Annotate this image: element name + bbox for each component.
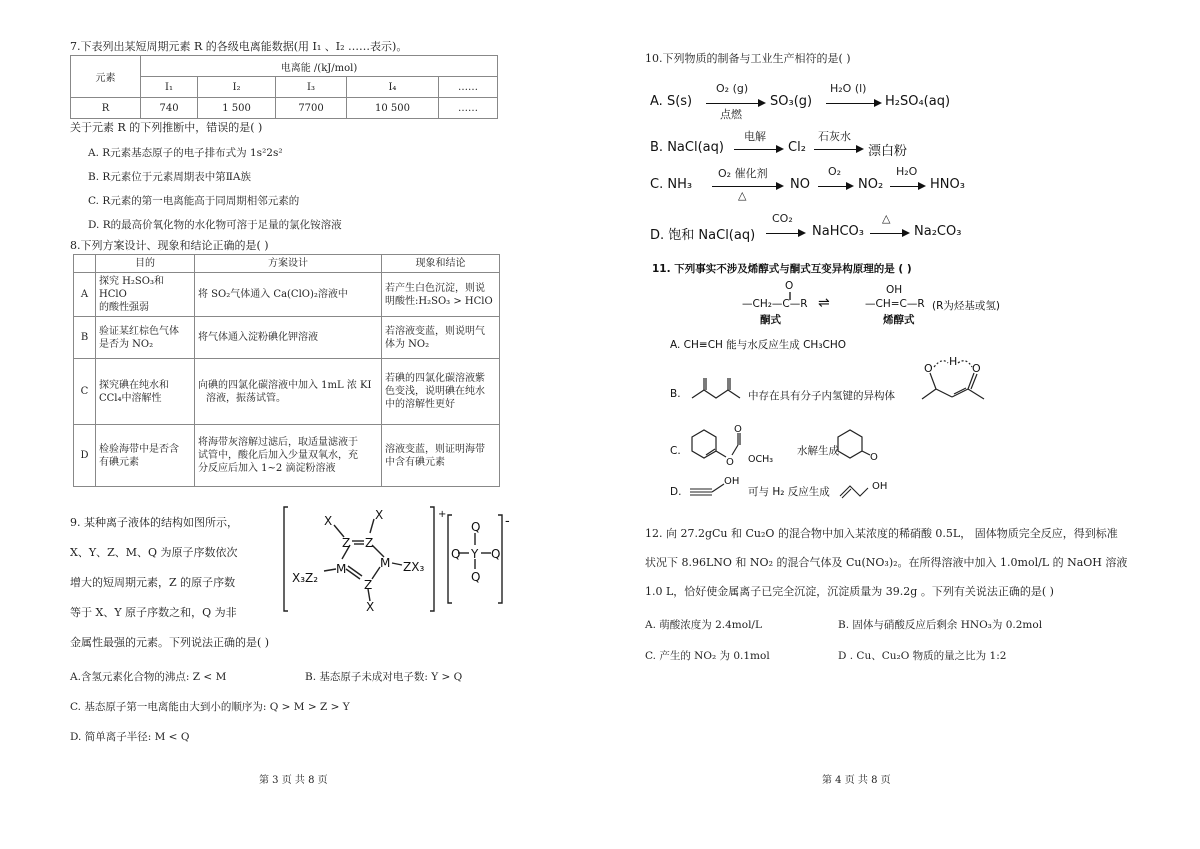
q8-result-line: 明酸性:H₂SO₃ > HClO (385, 295, 493, 307)
q10-b-cond-top: 电解 (744, 130, 766, 143)
q11-option-d-text: 可与 H₂ 反应生成 (748, 486, 830, 498)
q8-goal-line: 验证某红棕色气体 (99, 325, 179, 337)
q9-line-4: 等于 X、Y 原子序数之和，Q 为非 (70, 606, 237, 619)
cyclohexanone-o-label: O (870, 452, 878, 463)
q12-option-d: D . Cu、Cu₂O 物质的量之比为 1:2 (838, 650, 1007, 662)
q7-value: 7700 (276, 98, 347, 119)
q7-option-a: A. R元素基态原子的电子排布式为 1s²2s² (88, 147, 283, 159)
q9-option-a: A.含氢元素化合物的沸点: Z < M (70, 671, 227, 683)
keto-formula: —CH₂—C—R (742, 298, 808, 310)
q10-c-label: C. (650, 177, 664, 192)
propargyl-oh-label: OH (724, 476, 740, 487)
q7-sub-header: …… (438, 77, 497, 98)
q8-row-label: C (74, 359, 96, 425)
q7-value: 1 500 (198, 98, 276, 119)
struct-z-label: Z (364, 578, 373, 592)
q8-result-line: 中的溶解性更好 (385, 399, 455, 410)
q8-row-c (74, 359, 500, 425)
q12-option-a: A. 萌酸浓度为 2.4mol/L (645, 619, 762, 631)
q7-sub-header: I₃ (276, 77, 347, 98)
q7-col-element: 元素 (71, 56, 141, 98)
ester-o-label: O (726, 457, 734, 468)
q7-col-energy: 电离能 /(kJ/mol) (141, 56, 498, 77)
acetylacetone-structure (690, 372, 750, 406)
q7-value: …… (438, 98, 497, 119)
q8-header-design: 方案设计 (195, 255, 382, 273)
q12-option-c: C. 产生的 NO₂ 为 0.1mol (645, 650, 770, 662)
q10-c-species-2: NO (790, 177, 810, 192)
q10-d-cond-top: △ (882, 212, 891, 225)
q11-stem: 11. 下列事实不涉及烯醇式与酮式互变异构原理的是 ( ) (652, 263, 912, 275)
q10-d-cond-top: CO₂ (772, 212, 793, 225)
q10-b-species-2: Cl₂ (788, 140, 806, 155)
keto-double-bond: ‖ (788, 291, 792, 300)
q8-row-label: A (74, 273, 96, 317)
q8-header-result: 现象和结论 (382, 255, 500, 273)
q11-option-b-label: B. (670, 388, 681, 400)
q10-b-arrow-1 (734, 130, 784, 158)
q8-goal-line: 探究碘在纯水和 (99, 379, 169, 391)
q8-result-line: 若产生白色沉淀，则说 (385, 282, 485, 294)
q8-design-line: 将气体通入淀粉碘化钾溶液 (198, 332, 318, 343)
q7-question: 关于元素 R 的下列推断中，错误的是( ) (70, 121, 263, 134)
enol-note: (R为烃基或氢) (932, 300, 1000, 312)
enol-hbond-structure (916, 355, 996, 410)
q7-value: 740 (141, 98, 198, 119)
q8-goal-line: 的酸性强弱 (99, 302, 149, 313)
q8-header-goal: 目的 (96, 255, 195, 273)
q9-line-3: 增大的短周期元素，Z 的原子序数 (70, 576, 236, 589)
q9-option-c: C. 基态原子第一电离能由大到小的顺序为: Q > M > Z > Y (70, 701, 350, 713)
ester-och3-label: OCH₃ (748, 454, 774, 465)
enol-formula: —CH=C—R (865, 298, 925, 310)
struct-z-label: Z (342, 536, 351, 550)
q10-a-label: A. (650, 94, 663, 109)
struct-z-label: Z (365, 536, 374, 550)
q10-c-arrow-3 (890, 165, 926, 195)
q11-option-a: A. CH≡CH 能与水反应生成 CH₃CHO (670, 339, 847, 351)
q8-result-line: 色变浅，说明碘在纯水 (385, 386, 485, 397)
q7-table (70, 55, 498, 119)
q10-a-arrow-1 (706, 82, 766, 121)
q12-line-1: 12. 向 27.2gCu 和 Cu₂O 的混合物中加入某浓度的稀硝酸 0.5L， 固体物质完全反应，得到标准 (645, 527, 1118, 540)
q8-goal-line: 检验海带中是否含 (99, 443, 179, 455)
enol-name: 烯醇式 (883, 314, 915, 326)
q10-option-b (650, 140, 724, 155)
hbond-o-label: O (972, 362, 981, 375)
q10-d-arrow-1 (766, 212, 806, 242)
struct-x-label: X (366, 600, 375, 614)
cyclohexanone-structure (832, 425, 886, 465)
enol-oh-label: OH (886, 284, 903, 296)
q10-c-cond-top: H₂O (896, 165, 918, 178)
q10-b-species-3: 漂白粉 (868, 144, 908, 159)
q8-design-line: 溶液，振荡试管。 (206, 392, 286, 404)
q10-c-cond-bottom: △ (738, 189, 747, 202)
q8-result-line: 若溶液变蓝，则说明气 (385, 325, 485, 337)
q8-result-line: 中含有碘元素 (385, 456, 445, 468)
hbond-o-label: O (924, 362, 933, 375)
q10-a-cond-bottom: 点燃 (720, 108, 742, 121)
struct-q-label: Q (451, 547, 461, 561)
q11-option-b-text: 中存在具有分子内氢键的异构体 (748, 390, 895, 402)
q12-line-2: 状况下 8.96LNO 和 NO₂ 的混合气体及 Cu(NO₃)₂。在所得溶液中加入 1.0mol/L 的 NaOH 溶液 (645, 556, 1128, 569)
q8-result-line: 溶液变蓝，则证明海带 (385, 443, 485, 455)
hbond-h-label: H (949, 355, 958, 368)
q8-goal-line: 探究 H₂SO₃和 HClO (99, 276, 164, 300)
struct-y-label: Y (471, 547, 479, 561)
q10-c-species-4: HNO₃ (930, 177, 965, 192)
q8-table (73, 254, 500, 487)
q10-c-species: NH₃ (667, 177, 693, 192)
q8-design-line: 试管中，酸化后加入少量双氧水，充 (198, 450, 358, 461)
q10-d-species-3: Na₂CO₃ (914, 224, 962, 239)
q8-design-line: 将海带灰溶解过滤后，取适量滤液于 (198, 437, 358, 448)
q10-b-arrow-2 (814, 130, 864, 158)
q8-row-label: D (74, 425, 96, 487)
struct-q-label: Q (471, 520, 481, 534)
q10-d-arrow-2 (870, 212, 910, 242)
q11-option-d-label: D. (670, 486, 682, 498)
struct-plus-label: + (438, 509, 447, 520)
q11-option-c-text: 水解生成 (797, 445, 839, 457)
q12-option-b: B. 固体与硝酸反应后剩余 HNO₃为 0.2mol (838, 619, 1043, 631)
ester-carbonyl-o-label: O (734, 424, 742, 435)
q12-line-3: 1.0 L，恰好使金属离子已完全沉淀，沉淀质量为 39.2g 。下列有关说法正确的是( ) (645, 585, 1054, 598)
q10-option-d (650, 224, 755, 243)
q8-goal-line: 有碘元素 (99, 456, 139, 468)
q11-option-c-label: C. (670, 445, 681, 457)
q8-row-label: B (74, 317, 96, 359)
struct-x-label: X (324, 514, 333, 528)
q8-design-line: 将 SO₂气体通入 Ca(ClO)₂溶液中 (198, 289, 348, 300)
q10-b-species: NaCl(aq) (667, 140, 724, 155)
q10-a-species-3: H₂SO₄(aq) (885, 94, 951, 109)
struct-minus-label: - (505, 514, 510, 529)
q10-option-a (650, 94, 692, 109)
q10-option-c (650, 177, 692, 192)
q8-goal-line: CCl₄中溶解性 (99, 392, 162, 404)
q7-value: 10 500 (347, 98, 439, 119)
q10-c-arrow-1 (712, 167, 784, 202)
q7-option-c: C. R元素的第一电离能高于同周期相邻元素的 (88, 195, 300, 207)
q10-a-arrow-2 (826, 82, 882, 112)
q8-row-b (74, 317, 500, 359)
q9-option-b: B. 基态原子未成对电子数: Y > Q (305, 671, 463, 683)
keto-name: 酮式 (760, 314, 781, 326)
q9-line-5: 金属性最强的元素。下列说法正确的是( ) (70, 636, 270, 649)
q10-c-cond-top: O₂ 催化剂 (718, 167, 768, 180)
q7-stem: 7.下表列出某短周期元素 R 的各级电离能数据(用 I₁ 、I₂ ……表示)。 (70, 40, 408, 53)
keto-o-label: O (785, 280, 794, 292)
q9-line-2: X、Y、Z、M、Q 为原子序数依次 (70, 546, 238, 559)
q10-c-cond-top: O₂ (828, 165, 842, 178)
q7-sub-header: I₁ (141, 77, 198, 98)
q8-result-line: 若碘的四氯化碳溶液紫 (385, 373, 485, 384)
q8-row-d (74, 425, 500, 487)
q8-design-line: 分反应后加入 1~2 滴淀粉溶液 (198, 463, 336, 474)
struct-x3z2-label: X₃Z₂ (292, 571, 319, 585)
q10-b-cond-top: 石灰水 (818, 130, 851, 143)
q10-a-cond-top: O₂ (g) (716, 82, 749, 95)
q9-option-d: D. 简单离子半径: M < Q (70, 731, 190, 743)
q10-stem: 10.下列物质的制备与工业生产相符的是( ) (645, 52, 851, 65)
q7-sub-header: I₂ (198, 77, 276, 98)
q9-line-1: 9. 某种离子液体的结构如图所示， (70, 516, 238, 529)
struct-m-label: M (336, 562, 347, 576)
q10-c-species-3: NO₂ (858, 177, 884, 192)
ionic-liquid-structure (280, 503, 520, 615)
q10-d-species: 饱和 NaCl(aq) (668, 228, 756, 243)
struct-q-label: Q (491, 547, 501, 561)
q7-option-d: D. R的最高价氧化物的水化物可溶于足量的氯化铵溶液 (88, 219, 342, 231)
q7-row-label: R (71, 98, 141, 119)
struct-q-label: Q (471, 570, 481, 584)
page-footer-right: 第 4 页 共 8 页 (822, 775, 891, 786)
q8-goal-line: 是否为 NO₂ (99, 338, 154, 350)
q10-a-cond-top: H₂O (l) (830, 82, 867, 95)
q7-sub-header: I₄ (347, 77, 439, 98)
q10-c-arrow-2 (818, 165, 854, 195)
q10-a-species: S(s) (666, 94, 693, 109)
struct-m-label: M (380, 556, 391, 570)
q10-d-label: D. (650, 228, 665, 243)
q8-design-line: 向碘的四氯化碳溶液中加入 1mL 浓 KI (198, 379, 372, 391)
q10-b-label: B. (650, 140, 664, 155)
allyl-alcohol-structure (838, 478, 874, 500)
struct-zx3-label: ZX₃ (403, 560, 425, 574)
right-page (600, 0, 1200, 849)
q7-option-b: B. R元素位于元素周期表中第ⅡA族 (88, 171, 252, 183)
q10-d-species-2: NaHCO₃ (812, 224, 864, 239)
struct-x-label: X (375, 508, 384, 522)
q8-stem: 8.下列方案设计、现象和结论正确的是( ) (70, 239, 269, 252)
q8-row-a (74, 273, 500, 317)
equilibrium-arrow: ⇌ (818, 295, 830, 311)
allyl-oh-label: OH (872, 481, 888, 492)
page-footer-left: 第 3 页 共 8 页 (259, 775, 328, 786)
q10-a-species-2: SO₃(g) (770, 94, 813, 109)
q8-result-line: 体为 NO₂ (385, 338, 430, 350)
